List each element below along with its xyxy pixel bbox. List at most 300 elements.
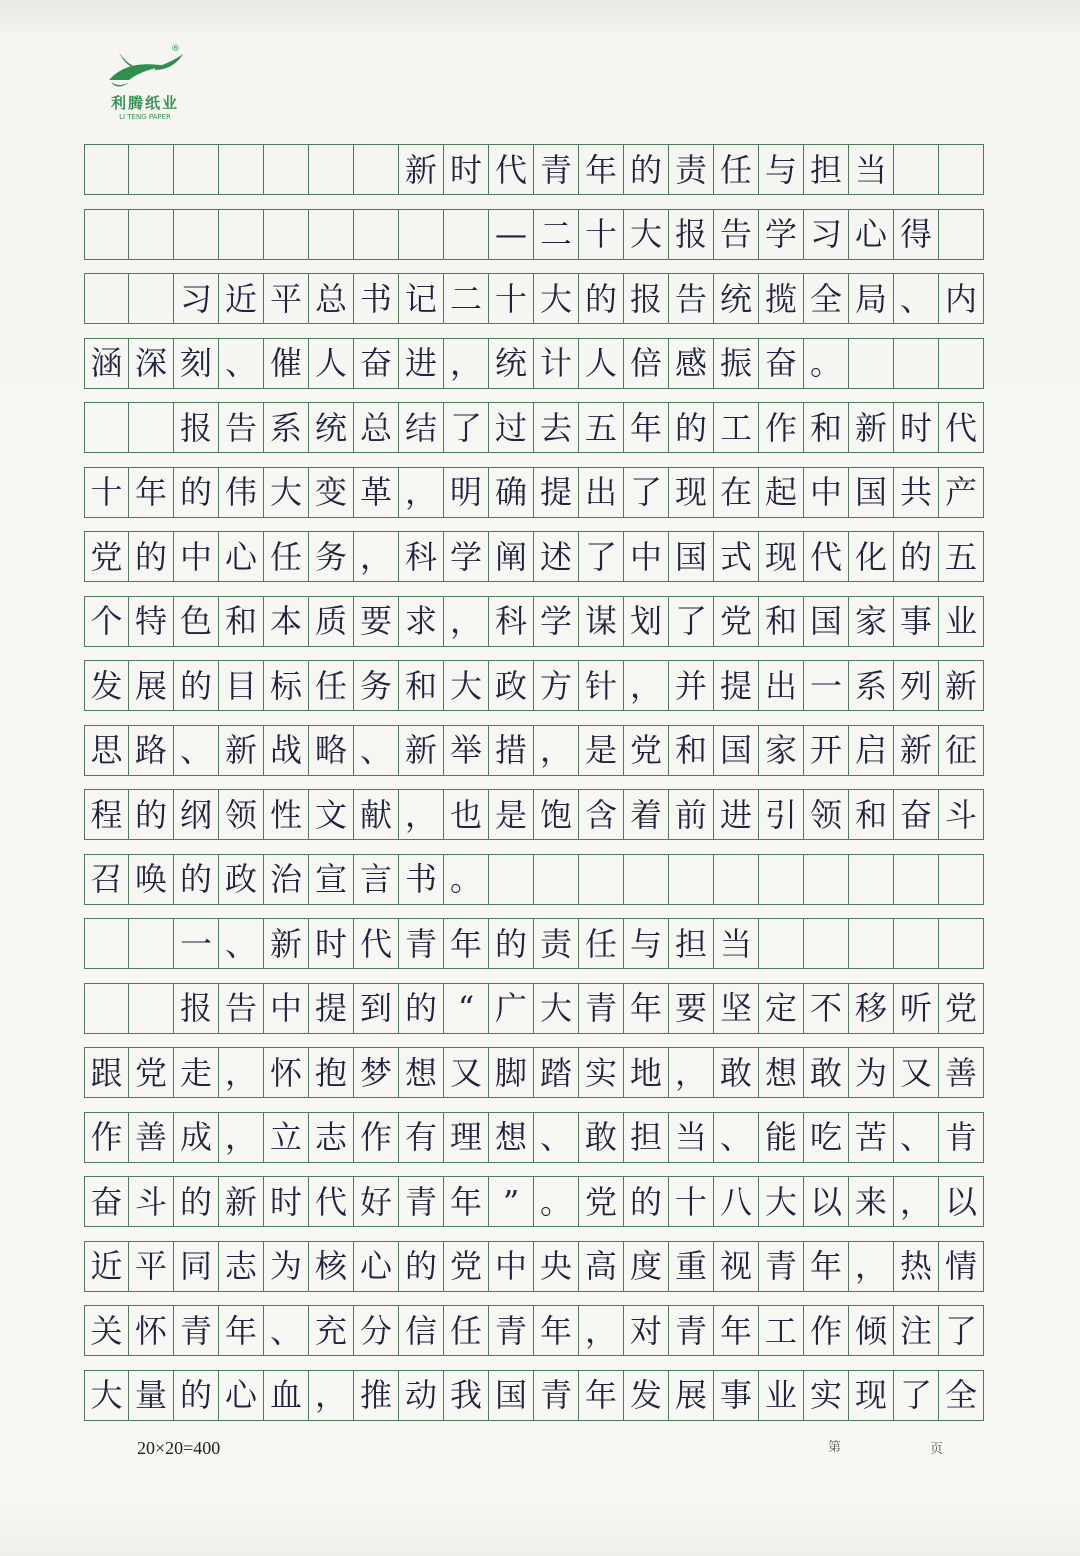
manuscript-cell: 言 xyxy=(354,855,399,904)
manuscript-cell: 坚 xyxy=(714,984,759,1033)
manuscript-cell: 谋 xyxy=(579,597,624,646)
manuscript-cell: 心 xyxy=(849,210,894,259)
manuscript-cell: 进 xyxy=(399,339,444,388)
grid-spec-label: 20×20=400 xyxy=(137,1438,221,1458)
manuscript-cell: 领 xyxy=(804,790,849,839)
manuscript-cell: 二 xyxy=(534,210,579,259)
manuscript-cell: ， xyxy=(399,468,444,517)
manuscript-cell: 刻 xyxy=(174,339,219,388)
manuscript-cell: 的 xyxy=(129,532,174,581)
manuscript-grid xyxy=(84,144,984,1434)
manuscript-cell: 任 xyxy=(309,661,354,710)
manuscript-row xyxy=(84,1176,984,1227)
manuscript-cell: 学 xyxy=(759,210,804,259)
manuscript-cell: 特 xyxy=(129,597,174,646)
manuscript-cell: 了 xyxy=(624,468,669,517)
manuscript-cell xyxy=(264,145,309,194)
manuscript-cell: 领 xyxy=(219,790,264,839)
manuscript-cell: 系 xyxy=(849,661,894,710)
manuscript-row xyxy=(84,1370,984,1421)
manuscript-cell xyxy=(174,145,219,194)
manuscript-cell: 列 xyxy=(894,661,939,710)
manuscript-cell: 党 xyxy=(444,1242,489,1291)
manuscript-row xyxy=(84,402,984,453)
manuscript-cell: 任 xyxy=(264,532,309,581)
manuscript-cell: 与 xyxy=(624,919,669,968)
manuscript-cell: 唤 xyxy=(129,855,174,904)
manuscript-cell: 想 xyxy=(489,1113,534,1162)
manuscript-cell: 有 xyxy=(399,1113,444,1162)
manuscript-cell: 程 xyxy=(84,790,129,839)
manuscript-cell: 大 xyxy=(444,661,489,710)
manuscript-cell: 是 xyxy=(489,790,534,839)
manuscript-cell: 新 xyxy=(399,726,444,775)
manuscript-cell xyxy=(669,855,714,904)
manuscript-cell xyxy=(84,984,129,1033)
manuscript-cell: 理 xyxy=(444,1113,489,1162)
manuscript-cell xyxy=(444,210,489,259)
manuscript-cell: 志 xyxy=(219,1242,264,1291)
manuscript-cell: 年 xyxy=(129,468,174,517)
manuscript-cell: 书 xyxy=(354,274,399,323)
manuscript-cell: 国 xyxy=(489,1371,534,1420)
manuscript-cell: 书 xyxy=(399,855,444,904)
manuscript-cell xyxy=(129,274,174,323)
manuscript-cell: 、 xyxy=(264,1306,309,1355)
manuscript-cell: 的 xyxy=(624,145,669,194)
manuscript-cell: 化 xyxy=(849,532,894,581)
manuscript-cell: 中 xyxy=(174,532,219,581)
manuscript-cell: 和 xyxy=(849,790,894,839)
manuscript-cell: ， xyxy=(354,532,399,581)
manuscript-cell: 发 xyxy=(84,661,129,710)
manuscript-cell: 在 xyxy=(714,468,759,517)
manuscript-row xyxy=(84,789,984,840)
manuscript-cell: 业 xyxy=(939,597,984,646)
manuscript-cell: 青 xyxy=(399,919,444,968)
manuscript-cell: 和 xyxy=(804,403,849,452)
manuscript-cell: ， xyxy=(624,661,669,710)
manuscript-cell: ， xyxy=(219,1048,264,1097)
manuscript-cell: 伟 xyxy=(219,468,264,517)
manuscript-cell: 式 xyxy=(714,532,759,581)
manuscript-cell: 求 xyxy=(399,597,444,646)
manuscript-cell: 踏 xyxy=(534,1048,579,1097)
manuscript-cell: 好 xyxy=(354,1177,399,1226)
manuscript-cell: “ xyxy=(444,984,489,1033)
manuscript-cell: 工 xyxy=(714,403,759,452)
manuscript-cell: 倾 xyxy=(849,1306,894,1355)
manuscript-cell xyxy=(264,210,309,259)
manuscript-cell: 听 xyxy=(894,984,939,1033)
manuscript-cell xyxy=(84,210,129,259)
manuscript-cell: 阐 xyxy=(489,532,534,581)
manuscript-cell: 告 xyxy=(714,210,759,259)
manuscript-cell: 宣 xyxy=(309,855,354,904)
manuscript-cell: 划 xyxy=(624,597,669,646)
manuscript-cell: 肯 xyxy=(939,1113,984,1162)
manuscript-cell: 深 xyxy=(129,339,174,388)
manuscript-cell: 学 xyxy=(444,532,489,581)
manuscript-cell: 核 xyxy=(309,1242,354,1291)
manuscript-cell: 敢 xyxy=(714,1048,759,1097)
manuscript-row xyxy=(84,983,984,1034)
manuscript-cell: 告 xyxy=(219,403,264,452)
manuscript-cell xyxy=(849,919,894,968)
manuscript-cell: 。 xyxy=(534,1177,579,1226)
manuscript-cell: 中 xyxy=(489,1242,534,1291)
manuscript-cell: 总 xyxy=(309,274,354,323)
manuscript-cell: 揽 xyxy=(759,274,804,323)
manuscript-cell: 十 xyxy=(84,468,129,517)
manuscript-cell xyxy=(309,145,354,194)
manuscript-cell: 奋 xyxy=(759,339,804,388)
manuscript-cell: 现 xyxy=(759,532,804,581)
manuscript-cell: 新 xyxy=(894,726,939,775)
manuscript-cell: 和 xyxy=(759,597,804,646)
manuscript-cell: 报 xyxy=(669,210,714,259)
manuscript-cell: 心 xyxy=(219,532,264,581)
manuscript-row xyxy=(84,1241,984,1292)
manuscript-cell: 振 xyxy=(714,339,759,388)
manuscript-cell: 进 xyxy=(714,790,759,839)
manuscript-cell: 献 xyxy=(354,790,399,839)
manuscript-cell: ， xyxy=(444,339,489,388)
manuscript-cell xyxy=(489,855,534,904)
manuscript-cell: 情 xyxy=(939,1242,984,1291)
manuscript-cell: 责 xyxy=(669,145,714,194)
manuscript-row xyxy=(84,1047,984,1098)
manuscript-row xyxy=(84,144,984,195)
manuscript-cell: 信 xyxy=(399,1306,444,1355)
manuscript-cell: 方 xyxy=(534,661,579,710)
manuscript-cell: 纲 xyxy=(174,790,219,839)
manuscript-cell: 奋 xyxy=(84,1177,129,1226)
manuscript-cell: 一 xyxy=(174,919,219,968)
manuscript-cell: 学 xyxy=(534,597,579,646)
manuscript-cell: 文 xyxy=(309,790,354,839)
manuscript-cell: 。 xyxy=(444,855,489,904)
manuscript-cell: 当 xyxy=(714,919,759,968)
manuscript-cell: 近 xyxy=(219,274,264,323)
manuscript-cell: 新 xyxy=(399,145,444,194)
manuscript-cell: 全 xyxy=(804,274,849,323)
manuscript-cell: 以 xyxy=(939,1177,984,1226)
manuscript-cell: 的 xyxy=(669,403,714,452)
manuscript-cell: 含 xyxy=(579,790,624,839)
manuscript-cell: 党 xyxy=(579,1177,624,1226)
manuscript-cell: 的 xyxy=(174,855,219,904)
manuscript-cell: 青 xyxy=(534,1371,579,1420)
manuscript-cell: 五 xyxy=(579,403,624,452)
page-number-label-ye: 页 xyxy=(930,1442,944,1457)
manuscript-cell: 实 xyxy=(579,1048,624,1097)
manuscript-cell: 移 xyxy=(849,984,894,1033)
manuscript-cell: 的 xyxy=(174,1371,219,1420)
manuscript-cell: 度 xyxy=(624,1242,669,1291)
manuscript-cell: 催 xyxy=(264,339,309,388)
manuscript-cell: 的 xyxy=(894,532,939,581)
manuscript-cell: 平 xyxy=(264,274,309,323)
manuscript-cell xyxy=(84,274,129,323)
manuscript-cell: 地 xyxy=(624,1048,669,1097)
manuscript-cell: 业 xyxy=(759,1371,804,1420)
manuscript-cell: 报 xyxy=(174,984,219,1033)
manuscript-cell: ， xyxy=(849,1242,894,1291)
manuscript-cell: 梦 xyxy=(354,1048,399,1097)
manuscript-cell: 统 xyxy=(489,339,534,388)
brand-name-cn: 利腾纸业 xyxy=(110,94,179,112)
manuscript-cell: 年 xyxy=(714,1306,759,1355)
manuscript-row xyxy=(84,1112,984,1163)
manuscript-cell: 科 xyxy=(489,597,534,646)
manuscript-cell: 广 xyxy=(489,984,534,1033)
brand-name-en: LI TENG PAPER xyxy=(119,113,171,121)
manuscript-cell xyxy=(219,210,264,259)
manuscript-cell: 共 xyxy=(894,468,939,517)
manuscript-cell: 的 xyxy=(174,468,219,517)
manuscript-row xyxy=(84,531,984,582)
manuscript-cell: 心 xyxy=(354,1242,399,1291)
manuscript-cell: 新 xyxy=(264,919,309,968)
manuscript-cell: 与 xyxy=(759,145,804,194)
manuscript-cell: 代 xyxy=(354,919,399,968)
manuscript-cell: 记 xyxy=(399,274,444,323)
manuscript-cell: 年 xyxy=(579,145,624,194)
manuscript-row xyxy=(84,918,984,969)
manuscript-cell: 怀 xyxy=(264,1048,309,1097)
manuscript-cell: 党 xyxy=(624,726,669,775)
manuscript-cell: 善 xyxy=(129,1113,174,1162)
manuscript-cell: 革 xyxy=(354,468,399,517)
manuscript-cell: 启 xyxy=(849,726,894,775)
manuscript-cell: 党 xyxy=(714,597,759,646)
manuscript-cell: 的 xyxy=(129,790,174,839)
manuscript-cell: 、 xyxy=(219,339,264,388)
manuscript-cell xyxy=(849,855,894,904)
manuscript-cell: 又 xyxy=(894,1048,939,1097)
manuscript-cell: 大 xyxy=(534,984,579,1033)
manuscript-cell xyxy=(534,855,579,904)
manuscript-cell: 事 xyxy=(894,597,939,646)
manuscript-cell: 时 xyxy=(264,1177,309,1226)
manuscript-cell xyxy=(84,403,129,452)
manuscript-cell: 结 xyxy=(399,403,444,452)
manuscript-cell: 抱 xyxy=(309,1048,354,1097)
manuscript-cell: 大 xyxy=(84,1371,129,1420)
manuscript-cell: 热 xyxy=(894,1242,939,1291)
manuscript-cell: 当 xyxy=(849,145,894,194)
manuscript-cell: 前 xyxy=(669,790,714,839)
manuscript-cell: 现 xyxy=(669,468,714,517)
manuscript-cell: 分 xyxy=(354,1306,399,1355)
manuscript-cell: 现 xyxy=(849,1371,894,1420)
manuscript-cell: 善 xyxy=(939,1048,984,1097)
manuscript-cell: 提 xyxy=(714,661,759,710)
manuscript-cell: 习 xyxy=(804,210,849,259)
manuscript-cell: 告 xyxy=(219,984,264,1033)
manuscript-cell xyxy=(804,919,849,968)
manuscript-cell: 感 xyxy=(669,339,714,388)
manuscript-cell: 年 xyxy=(444,1177,489,1226)
manuscript-cell: 的 xyxy=(174,1177,219,1226)
manuscript-cell: 担 xyxy=(804,145,849,194)
manuscript-cell xyxy=(129,919,174,968)
manuscript-cell: 党 xyxy=(84,532,129,581)
swallow-logo-icon xyxy=(95,40,195,92)
manuscript-cell: 八 xyxy=(714,1177,759,1226)
manuscript-cell xyxy=(939,145,984,194)
manuscript-cell: 时 xyxy=(894,403,939,452)
manuscript-cell: 作 xyxy=(804,1306,849,1355)
brand-logo xyxy=(95,40,195,130)
manuscript-cell: 敢 xyxy=(579,1113,624,1162)
manuscript-cell: 统 xyxy=(309,403,354,452)
manuscript-cell: ， xyxy=(534,726,579,775)
manuscript-cell: 引 xyxy=(759,790,804,839)
manuscript-cell: 不 xyxy=(804,984,849,1033)
manuscript-cell: 提 xyxy=(534,468,579,517)
manuscript-cell: 新 xyxy=(219,726,264,775)
manuscript-cell: 工 xyxy=(759,1306,804,1355)
manuscript-cell: 性 xyxy=(264,790,309,839)
manuscript-row xyxy=(84,338,984,389)
manuscript-cell: 总 xyxy=(354,403,399,452)
manuscript-cell: 饱 xyxy=(534,790,579,839)
manuscript-cell: 去 xyxy=(534,403,579,452)
manuscript-cell xyxy=(939,339,984,388)
manuscript-cell: 年 xyxy=(444,919,489,968)
registered-mark: ® xyxy=(171,44,180,54)
manuscript-cell: 确 xyxy=(489,468,534,517)
manuscript-cell: 青 xyxy=(489,1306,534,1355)
manuscript-cell: 治 xyxy=(264,855,309,904)
manuscript-row xyxy=(84,209,984,260)
manuscript-row xyxy=(84,1305,984,1356)
manuscript-cell: 国 xyxy=(849,468,894,517)
manuscript-cell: 到 xyxy=(354,984,399,1033)
manuscript-cell: 代 xyxy=(939,403,984,452)
manuscript-cell: ” xyxy=(489,1177,534,1226)
manuscript-cell: 全 xyxy=(939,1371,984,1420)
manuscript-cell: 家 xyxy=(759,726,804,775)
manuscript-cell: 以 xyxy=(804,1177,849,1226)
manuscript-cell: 过 xyxy=(489,403,534,452)
manuscript-cell: 十 xyxy=(669,1177,714,1226)
manuscript-cell: 大 xyxy=(534,274,579,323)
manuscript-cell xyxy=(219,145,264,194)
manuscript-cell: 要 xyxy=(354,597,399,646)
manuscript-cell: 年 xyxy=(804,1242,849,1291)
manuscript-cell: 责 xyxy=(534,919,579,968)
manuscript-cell: 起 xyxy=(759,468,804,517)
manuscript-cell xyxy=(399,210,444,259)
manuscript-cell: 局 xyxy=(849,274,894,323)
manuscript-cell: 略 xyxy=(309,726,354,775)
manuscript-cell: 一 xyxy=(804,661,849,710)
manuscript-cell: 代 xyxy=(804,532,849,581)
manuscript-cell: 为 xyxy=(849,1048,894,1097)
manuscript-cell: 敢 xyxy=(804,1048,849,1097)
manuscript-cell: 务 xyxy=(354,661,399,710)
manuscript-cell: 新 xyxy=(939,661,984,710)
manuscript-cell: 也 xyxy=(444,790,489,839)
manuscript-cell: 立 xyxy=(264,1113,309,1162)
manuscript-cell: 习 xyxy=(174,274,219,323)
manuscript-cell: 了 xyxy=(579,532,624,581)
manuscript-cell xyxy=(354,145,399,194)
manuscript-cell: 务 xyxy=(309,532,354,581)
manuscript-cell: 国 xyxy=(669,532,714,581)
manuscript-cell: 、 xyxy=(894,1113,939,1162)
manuscript-row xyxy=(84,273,984,324)
manuscript-cell: 视 xyxy=(714,1242,759,1291)
manuscript-cell: 是 xyxy=(579,726,624,775)
manuscript-cell: 开 xyxy=(804,726,849,775)
manuscript-cell: 青 xyxy=(534,145,579,194)
manuscript-cell: 、 xyxy=(219,919,264,968)
manuscript-cell: 明 xyxy=(444,468,489,517)
manuscript-cell xyxy=(759,919,804,968)
manuscript-cell: 定 xyxy=(759,984,804,1033)
manuscript-cell: 近 xyxy=(84,1242,129,1291)
manuscript-cell: 成 xyxy=(174,1113,219,1162)
manuscript-cell: 本 xyxy=(264,597,309,646)
manuscript-cell xyxy=(939,855,984,904)
manuscript-cell: 新 xyxy=(849,403,894,452)
manuscript-cell: 时 xyxy=(309,919,354,968)
manuscript-cell: 重 xyxy=(669,1242,714,1291)
manuscript-cell: 告 xyxy=(669,274,714,323)
manuscript-cell: 计 xyxy=(534,339,579,388)
manuscript-cell: 发 xyxy=(624,1371,669,1420)
manuscript-cell xyxy=(84,145,129,194)
manuscript-cell: 个 xyxy=(84,597,129,646)
manuscript-cell: 我 xyxy=(444,1371,489,1420)
manuscript-cell: 统 xyxy=(714,274,759,323)
manuscript-cell: 年 xyxy=(624,984,669,1033)
manuscript-cell: 提 xyxy=(309,984,354,1033)
manuscript-cell: 量 xyxy=(129,1371,174,1420)
manuscript-row xyxy=(84,725,984,776)
manuscript-cell: 作 xyxy=(759,403,804,452)
manuscript-cell xyxy=(894,145,939,194)
manuscript-cell: 大 xyxy=(264,468,309,517)
manuscript-cell: 青 xyxy=(399,1177,444,1226)
manuscript-cell: 年 xyxy=(624,403,669,452)
manuscript-cell: 实 xyxy=(804,1371,849,1420)
manuscript-cell: 涵 xyxy=(84,339,129,388)
manuscript-cell: 、 xyxy=(354,726,399,775)
manuscript-cell: 又 xyxy=(444,1048,489,1097)
manuscript-cell: 青 xyxy=(759,1242,804,1291)
manuscript-cell: 出 xyxy=(759,661,804,710)
manuscript-cell: 科 xyxy=(399,532,444,581)
manuscript-cell: 的 xyxy=(579,274,624,323)
manuscript-cell: 思 xyxy=(84,726,129,775)
manuscript-cell: 青 xyxy=(174,1306,219,1355)
manuscript-cell: 国 xyxy=(714,726,759,775)
manuscript-cell: 征 xyxy=(939,726,984,775)
manuscript-cell xyxy=(354,210,399,259)
manuscript-cell: ， xyxy=(219,1113,264,1162)
manuscript-cell: 并 xyxy=(669,661,714,710)
manuscript-cell: 的 xyxy=(174,661,219,710)
manuscript-cell: 、 xyxy=(894,274,939,323)
manuscript-cell: 出 xyxy=(579,468,624,517)
manuscript-cell: 年 xyxy=(219,1306,264,1355)
manuscript-cell: 报 xyxy=(624,274,669,323)
